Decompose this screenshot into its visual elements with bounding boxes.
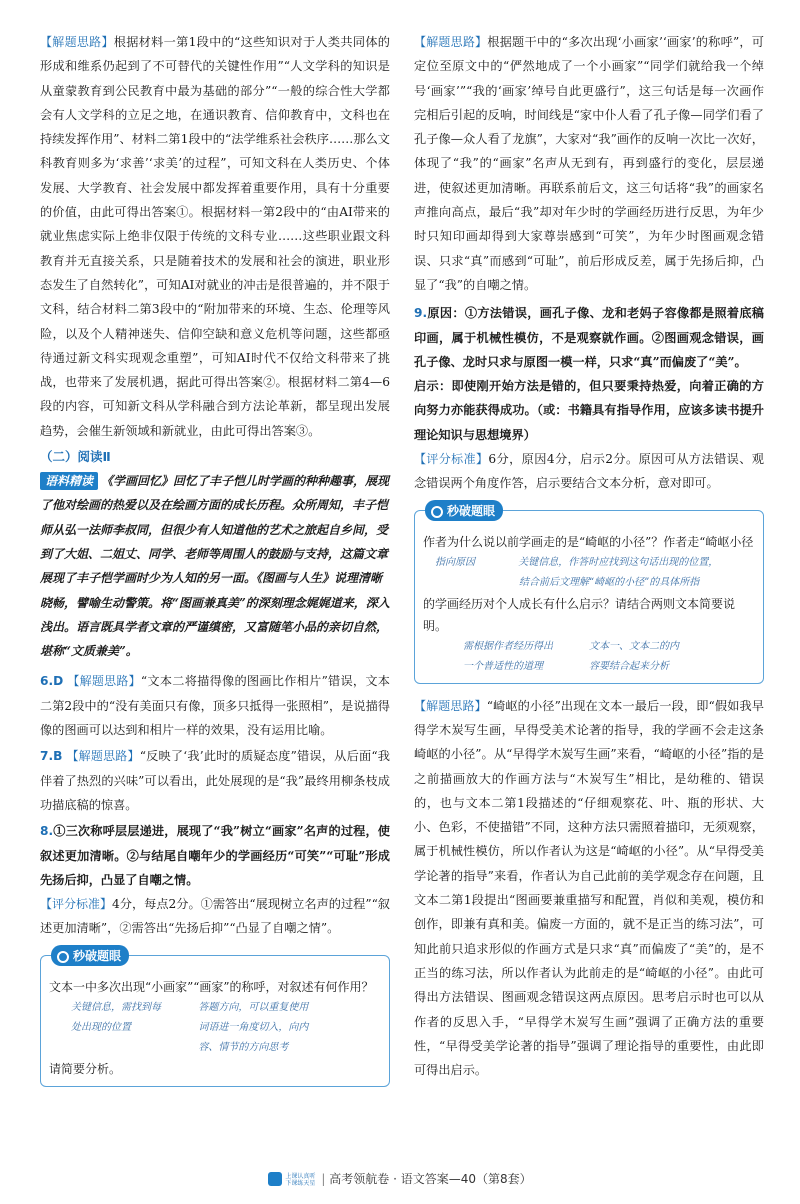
answer-6 [40,669,390,742]
hint-question: 文本一中多次出现“小画家”“画家”的称呼，对叙述有何作用？ [49,979,374,994]
hint-note: 结合前后文理解“崎岖的小径”的具体所指 [519,576,700,588]
key-hint-box [40,948,390,1087]
question-number: 6.D [40,674,64,689]
answer-7 [40,744,390,817]
answer-9-insight: 启示：即使刚开始方法是错的，但只要秉持热爱，向着正确的方向努力亦能获得成功。（或：书籍具有指导作用，应该多读书提升理论知识与思想境界） [414,379,764,442]
key-hint-title: 秒破题眼 [51,945,129,966]
left-analysis-paragraph [40,30,390,443]
hint-note: 答题方向，可以重复使用 [198,1001,309,1013]
answer-text: 原因：①方法错误，画孔子像、龙和老妈子容像都是照着底稿印画，属于机械性模仿，不是观察就作画。②图画观念错误，画孔子像、龙时只求与原图一模一样，只求“真”而偏废了“美”。 [414,306,764,369]
analysis-text: 根据材料一第1段中的“这些知识对于人类共同体的形成和维系仍起到了不可替代的关键性作用”“人文学科的知识是从童蒙教育到公民教育中最为基础的部分”“一般的综合性大学都会有人文学科的立足之地，在通识教育、信仰教育中，文科也在持续发挥作用”、材料二第1段中的“法学维系社会秩序……那么文科教育则多为‘求善’‘求美’的过程”，可知文科在人类历史、个体发展、大学教育、社会发展中都发挥着重要作用，具有十分重要的价值，由此可得出答案①。根据材料一第2段中的“由AI带来的就业焦虑实际上绝非仅限于传统的文科专业……这些职业跟文科教育并无直接关系，只是随着技术的发展和社会的演进，职业形态发生了自然转化”，可知AI对就业的冲击是很普遍的，并不限于文科，结合材料二第3段中的“附加带来的环境、生态、伦理等风险，以及个人精神迷失、信仰空缺和意义危机等问题，这些都亟待通过新文科实现观念重塑”，可知AI时代不仅给文科带来了挑战，也带来了发展机遇，据此可得出答案②。根据材料二第4—6段的内容，可知新文科从学科融合到方法论革新，都呈现出发展趋势，会催生新领域和新就业，由此可得出答案③。 [40,35,390,438]
reading-notes-text: 《学画回忆》回忆了丰子恺儿时学画的种种趣事，展现了他对绘画的热爱以及在绘画方面的成长历程。众所周知，丰子恺师从弘一法师李叔同，但很少有人知道他的艺术之旅起自乡间，受到了大姐、二姐丈、同学、老师等周围人的鼓励与支持，这篇文章展现了丰子恺学画时少为人知的另一面。《图画与人生》说理清晰晓畅，譬喻生动警策。将“图画兼真美”的深刻理念娓娓道来，深入浅出。语言既具学者文章的严谨缜密，又富随笔小品的亲切自然，堪称“文质兼美”。 [40,474,390,659]
target-icon [57,951,69,963]
scoring-tag: 【评分标准】 [40,897,113,912]
hint-note: 容要结合起来分析 [589,660,669,672]
left-column [40,30,390,1087]
hint-note: 关键信息，需找到每 [71,1001,161,1013]
section-heading: （二）阅读Ⅱ [40,449,111,465]
analysis-tag: 【解题思路】 [414,698,487,713]
scoring-standard-9 [414,447,764,496]
answer-text: ①三次称呼层层递进，展现了“我”树立“画家”名声的过程，使叙述更加清晰。②与结尾自嘲年少的学画经历“可笑”“可耻”形成先扬后抑，凸显了自嘲之情。 [40,824,390,887]
question-number: 8. [40,824,54,839]
page-footer: 上课认真听 下课练天星 | 高考领航卷 · 语文答案—40（第8套） [0,1170,800,1187]
hint-notes [49,998,381,1058]
reading-notes [40,469,390,663]
answer-8 [40,819,390,892]
question-number: 9. [414,306,428,321]
hint-notes [423,637,755,677]
hint-notes [423,553,755,573]
analysis-text: “崎岖的小径”出现在文本一最后一段，即“假如我早得学木炭写生画，早得受美术论著的指导，我的学画不会走这条崎岖的小径”。从“早得学木炭写生画”来看，“崎岖的小径”指的是之前描画放大的作画方法与“木炭写生”相比，是幼稚的、错误的，也与文本二第1段描述的“仔细观察花、叶、瓶的形状、大小、色彩，不使描错”不同，这种方法只需照着描印，无须观察，属于机械性模仿，所以作者认为这是“崎岖的小径”。从“早得受美学论著的指导”来看，作者认为自己此前的美学观念存在问题，且文本二第1段提出“图画要兼重描写和配置，肖似和美观，模仿和创作，即兼有真和美。偏废一方面的，就不是正当的练习法”，可知此前只追求形似的作画方式是只求“真”而偏废了“美”的，是不正当的练习法，所以作者认为此前走的是“崎岖的小径”。由此可得出方法错误、图画观念错误这两点原因。思考启示时也可以从作者的反思入手，“早得学木炭写生画”强调了正确方法的重要性，“早得受美学论著的指导”强调了理论指导的重要性，由此即可得出启示。 [414,698,764,1078]
analysis-tag: 【解题思路】 [66,749,140,764]
hint-question: 的学画经历对个人成长有什么启示？请结合两则文本简要说明。 [423,596,736,633]
scoring-text: 6分，原因4分，启示2分。原因可从方法错误、观念错误两个角度作答，启示要结合文本分析，意对即可。 [414,452,764,491]
question-number: 7.B [40,749,63,764]
analysis-tag: 【解题思路】 [67,674,141,689]
analysis-tag: 【解题思路】 [414,35,488,49]
hint-note: 处出现的位置 [71,1021,131,1033]
right-column [414,30,764,1082]
hint-question-tail: 请简要分析。 [49,1061,122,1076]
analysis-tag: 【解题思路】 [40,35,114,49]
key-hint-box [414,503,764,684]
hint-note: 词语进一角度切入，向内 [198,1021,309,1033]
scoring-standard-8 [40,892,390,941]
brand-logo-icon [268,1172,282,1186]
brand-slogan: 上课认真听 下课练天星 [285,1173,316,1187]
reading-notes-badge: 语料精读 [40,472,98,490]
analysis-text: 根据题干中的“多次出现‘小画家’‘画家’的称呼”，可定位至原文中的“俨然地成了一个小画家”“同学们就给我一个绰号‘画家’”“我的‘画家’绰号自此更盛行”，这三句话是每一次画作完相后引起的反响，时间线是“家中仆人看了孔子像—同学们看了孔子像—众人看了龙旗”，大家对“我”画作的反响一次比一次好，体现了“我”的“画家”名声从无到有，再到盛行的变化，层层递进，使叙述更加清晰。再联系前后文，这三句话将“我”的画家名声推向高点，最后“我”却对年少时的学画经历进行反思，为年少时只知印画却得到大家尊崇感到“可笑”，为年少时图画观念错误、只求“真”而感到“可耻”，前后形成反差，属于先扬后抑，凸显了“我”的自嘲之情。 [414,35,764,292]
hint-note: 关键信息，作答时应找到这句话出现的位置， [518,556,719,568]
right-analysis-paragraph [414,30,764,297]
hint-note: 文本一、文本二的内 [589,640,679,652]
hint-note: 一个普适性的道理 [463,660,543,672]
scoring-text: 4分，每点2分。①需答出“展现树立名声的过程”“叙述更加清晰”，②需答出“先扬后抑”“凸显了自嘲之情”。 [40,897,390,936]
key-hint-title: 秒破题眼 [425,500,503,521]
answer-text: “反映了‘我’此时的质疑态度”错误，从后面“我伴着了热烈的兴味”可以看出，此处展现的是“我”最终用柳条枝成功描底稿的惊喜。 [40,749,390,812]
hint-note: 指向原因 [435,556,475,568]
answer-9 [414,301,764,374]
hint-note: 需根据作者经历得出 [463,640,553,652]
answer-text: “文本二将描得像的图画比作相片”错误，文本二第2段中的“没有美面只有像，顶多只抵得一张照相”，是说描得像的图画可以达到和相片一样的效果，没有运用比喻。 [40,674,390,738]
footer-text: 高考领航卷 · 语文答案—40（第8套） [329,1172,532,1186]
scoring-tag: 【评分标准】 [414,452,489,467]
hint-note: 容、情节的方向思考 [198,1041,289,1053]
target-icon [431,506,443,518]
right-analysis-paragraph-2 [414,694,764,1083]
hint-question: 作者为什么说以前学画走的是“崎岖的小径”？作者走“崎岖小径 [423,534,754,549]
